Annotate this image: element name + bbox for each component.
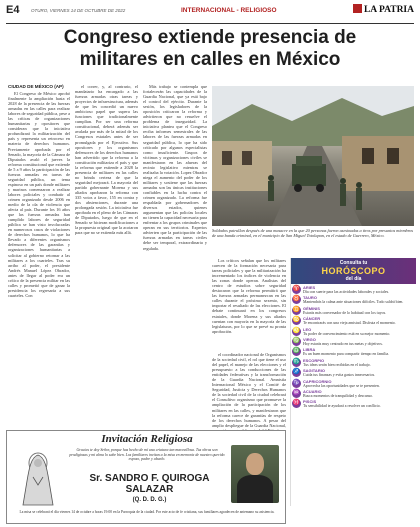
zodiac-icon: ♎ (292, 348, 301, 355)
horoscope-sign-cáncer (292, 316, 416, 325)
sign-name: LEO (303, 326, 312, 332)
zodiac-icon: ♉ (292, 296, 301, 303)
horoscope-sign-capricornio (292, 379, 416, 388)
deceased-name-line-1: Sr. SANDRO F. QUIROGA (89, 473, 210, 484)
sign-text (303, 358, 371, 367)
zodiac-icon: ♌ (292, 327, 301, 334)
zodiac-icon: ♑ (292, 379, 301, 386)
article-col4-text: Los críticos señalan que los militares carecen de la formación necesaria para tareas policiales y que la militarización ha incrementado los índices de violencia en las zonas donde operan. Analistas del centro de estudios sobre seguridad destacaron que la reforma permitirá que las fuerzas armadas permanezcan en las calles durante el próximo sexenio, sin importar el resultado de las elecciones. El debate continuará en los congresos estatales, donde Morena y sus aliados cuentan con mayoría en la mayoría de las legislaturas, por lo que se prevé su pronta aprobación. (212, 258, 286, 334)
article-column-2 (75, 84, 138, 421)
zodiac-icon: ♋ (292, 317, 301, 324)
horoscope-sign-aries (292, 285, 416, 294)
sign-name: ARIES (303, 285, 316, 290)
sign-text (303, 399, 381, 408)
horoscope-sign-virgo (292, 337, 416, 346)
article-column-3 (143, 84, 207, 421)
sign-prediction: Aprovecha las oportunidades que se te presenten. (303, 383, 380, 388)
sign-text (303, 295, 403, 304)
sign-prediction: Hoy estarás muy centrado en tus metas y objetivos. (303, 342, 383, 347)
horoscope-sign-list (291, 285, 416, 409)
horoscope-sign-acuario (292, 389, 416, 398)
horoscope-sign-sagitario (292, 368, 416, 377)
sign-name: ESCORPIO (303, 357, 325, 363)
horoscope-panel (290, 258, 416, 506)
byline: CIUDAD DE MÉXICO (AP) (8, 84, 64, 89)
logo-mark-icon (353, 4, 362, 13)
sign-prediction: Cuida tus finanzas y evita gastos innecesarios. (303, 373, 376, 378)
sign-text (303, 368, 375, 377)
headline-line-1: Congreso extiende presencia de (63, 27, 357, 48)
zodiac-icon: ♈ (292, 286, 301, 292)
sign-text (303, 337, 383, 346)
invitation-footer: La misa se celebrará el día viernes 14 de octubre a horas 19:00 en la Parroquia de la ciudad. Por este acto de fe cristiana, sus familiares agradecen de antemano su asistencia. (19, 510, 275, 514)
invitation-title: Invitación Religiosa (101, 433, 193, 445)
horoscope-sign-escorpio (292, 358, 416, 367)
sign-name: PISCIS (303, 399, 317, 405)
virgin-mary-icon (13, 449, 63, 507)
article-col2-text: el correr, y, al contrario, el mandatario ha encargado a las fuerzas armadas otras tareas y proyectos de infraestructura, además de que les concedió un nuevo ambicioso papel que supera las funciones que tradicionalmente cumplían. Por ser una reforma constitucional, deberá además ser avalada por más de la mitad de los Congresos estatales antes de ser promulgada por el Ejecutivo. Sus opositores y los organismos defensores de los derechos humanos han advertido que la reforma a la constitución militariza el país y que la reforma que extiende a 2028 la presencia de militares en las calles no brinda certeza de que la seguridad mejorará. La mayoría del partido gobernante Morena y sus aliados aprobaron la reforma con 335 votos a favor, 155 en contra y dos abstenciones, durante una prolongada sesión. La iniciativa fue aprobada en el pleno de las Cámaras de Diputados, luego de que en el Senado se hicieran modificaciones a la propuesta original que la acotaron para que no se extienda más allá. (75, 84, 138, 236)
news-photo (212, 86, 414, 226)
sign-prediction: Estarás más conversador de lo habitual con los tuyos. (303, 310, 387, 315)
logo-text: LA PATRIA (363, 5, 414, 15)
article-column-1 (8, 91, 70, 421)
sign-prediction: Mantendrás la calma ante situaciones difíciles. Todo saldrá bien. (303, 300, 404, 305)
article-col5-text: el coordinador nacional de Organismos de la sociedad civil, el rol que tiene el uso del papel, el manejo de las elecciones y el presupuesto a las conducciones de las entidades federativas y la transformación de la Guardia Nacional. Amnistía Internacional México y el Comité de Seguridad, Justicia y Derechos Humanos de la sociedad civil de la ciudad celebrará el Consultivo organismo que promueve la ampliación de la participación de los militares en las calles, y manifestaron que la reforma carece de garantías de respeto de los derechos humanos. A pesar del amplio despliegue de la Guardia Nacional, (212, 352, 286, 428)
article-col3-text: Más trabajo se contempla que fortalecerán las capacidades de la Guardia Nacional, que ya está bajo el control del ejército. Durante la sesión, los legisladores de la oposición criticaron la reforma y advirtieron que no resuelve el problema de inseguridad. La iniciativa plantea que el Congreso reciba informes semestrales de las labores de las fuerzas armadas en seguridad pública, lo que ha sido criticado por algunos especialistas como insuficiente. Grupos de víctimas y organizaciones civiles se manifestaron en las afueras del recinto legislativo mientras se realizaba la votación. Lopez Obrador niega el aumento del poder de los militares y sostiene que las fuerzas armadas son las únicas instituciones confiables en la lucha contra el crimen organizado. La reforma fue respaldada por gobernadores de diversos estados, quienes argumentan que las policías locales no tienen la capacidad necesaria para enfrentar a los grupos criminales que operan en sus territorios. Expertos advierten que la participación de las fuerzas armadas en tareas civiles debe ser temporal, extraordinaria y regulada. (143, 84, 207, 251)
street-scene-image (212, 86, 414, 226)
zodiac-icon: ♒ (292, 390, 301, 397)
sign-name: GÉMINIS (303, 305, 320, 311)
photo-caption: Soldados patrullan después de una masacre en la que 20 personas fueron asesinadas a tiros por presuntos miembros de una banda criminal, en el municipio de San Miguel Totolapan, en el estado de Guerrero, México. (212, 228, 414, 238)
sign-name: CÁNCER (303, 316, 321, 322)
sign-text (303, 327, 390, 336)
portrait-face (246, 453, 264, 475)
article-col1-text: El Congreso de México aprobó finalmente la ampliación hasta el 2028 de la presencia de las fuerzas armadas en las calles para realizar labores de seguridad pública, pese a las críticas de organizaciones humanitarias y opositores que consideran que la iniciativa profundizará la militarización del país y representa un retroceso en materia de derechos humanos. Previamente aprobada por el Senado, la mayoría de la Cámara de Diputados avaló el jueves la reforma constitucional que extiende de 5 a 9 años la participación de las fuerzas armadas en tareas de seguridad pública, un tema espinoso en un país donde militares y marinos comenzaron a realizar labores policiales y combatir al crimen organizado desde 2006 en medio de la ola de violencia que afecta al país. Durante los 16 años que las fuerzas armadas han cumplido labores de seguridad pública se han visto involucradas en numerosos casos de violaciones de derechos humanos, lo que ha llevado a diferentes organismos defensores de las garantías y organizaciones humanitarias a solicitar al gobierno retornar a las militares a los cuarteles. Tras su arribo al poder, el presidente Andrés Manuel López Obrador, antes de llegar al poder era un crítico de la presencia militar en las calles y prometió que de ganar la presidencia los regresaría a sus cuarteles. Con (8, 91, 70, 298)
dateline: OTURO, VIERNES 14 DE OCTUBRE DE 2022 (31, 8, 126, 13)
headline (6, 27, 414, 71)
horoscope-title-small: Consulta tu (339, 260, 368, 266)
sign-prediction: Es un buen momento para compartir tiempo en familia. (303, 352, 390, 357)
deceased-name-line-3: (Q. D. D. G.) (132, 497, 167, 503)
invitation-body: Gracias te doy Señor, porque has hecho de mí una criatura tan maravillosa. Tus obras son prodigiosas y mi alma lo sabe bien. Los familiares invitan a la misa en memoria de nuestro querido esposo, padre y abuelo. (69, 448, 225, 462)
zodiac-icon: ♓ (292, 400, 301, 407)
sign-prediction: Te encontrarás con una vieja amistad. Disfruta el momento. (303, 321, 396, 326)
portrait-body (237, 475, 273, 503)
sign-text (303, 389, 373, 398)
zodiac-icon: ♊ (292, 306, 301, 313)
section-label: INTERNACIONAL - RELIGIOSO (181, 7, 277, 14)
horoscope-banner (291, 258, 416, 284)
deceased-name-line-2: SALAZAR (125, 484, 174, 495)
zodiac-icon: ♐ (292, 369, 301, 376)
horoscope-sign-tauro (292, 295, 416, 304)
sign-text (303, 285, 389, 294)
deceased-portrait (231, 445, 279, 503)
horoscope-title-tail: del día (345, 276, 362, 282)
horoscope-sign-piscis (292, 399, 416, 408)
article-column-5 (212, 352, 286, 428)
sign-name: VIRGO (303, 337, 316, 343)
newspaper-logo (353, 4, 414, 15)
sign-text (303, 306, 386, 315)
horoscope-sign-géminis (292, 306, 416, 315)
sign-name: TAURO (303, 295, 317, 301)
sign-text (303, 347, 389, 356)
sign-name: SAGITARIO (303, 368, 325, 374)
horoscope-sign-leo (292, 327, 416, 336)
zodiac-icon: ♏ (292, 358, 301, 365)
page-number: E4 (6, 4, 20, 16)
sign-name: CAPRICORNIO (303, 378, 332, 384)
sign-prediction: Tu sensibilidad te ayudará a resolver un conflicto. (303, 404, 381, 409)
zodiac-icon: ♍ (292, 338, 301, 345)
sign-name: LIBRA (303, 347, 316, 353)
horoscope-sign-libra (292, 347, 416, 356)
horoscope-title: HORÓSCOPO (321, 266, 386, 276)
sign-prediction: Busca momentos de tranquilidad y descanso. (303, 394, 374, 399)
religious-invitation (6, 430, 286, 524)
sign-prediction: Tu poder de convencimiento está en su mejor momento. (303, 331, 391, 336)
sign-prediction: Día con suerte para las actividades laborales y sociales. (303, 290, 390, 294)
deceased-name (67, 473, 232, 506)
sign-text (303, 316, 396, 325)
page-header (6, 4, 414, 24)
sign-name: ACUARIO (303, 389, 322, 395)
article-column-4 (212, 258, 286, 350)
sign-text (303, 379, 380, 388)
sign-prediction: Tus ideas serán bien recibidas en el trabajo. (303, 362, 371, 367)
headline-line-2: militares en calles en México (79, 49, 341, 70)
